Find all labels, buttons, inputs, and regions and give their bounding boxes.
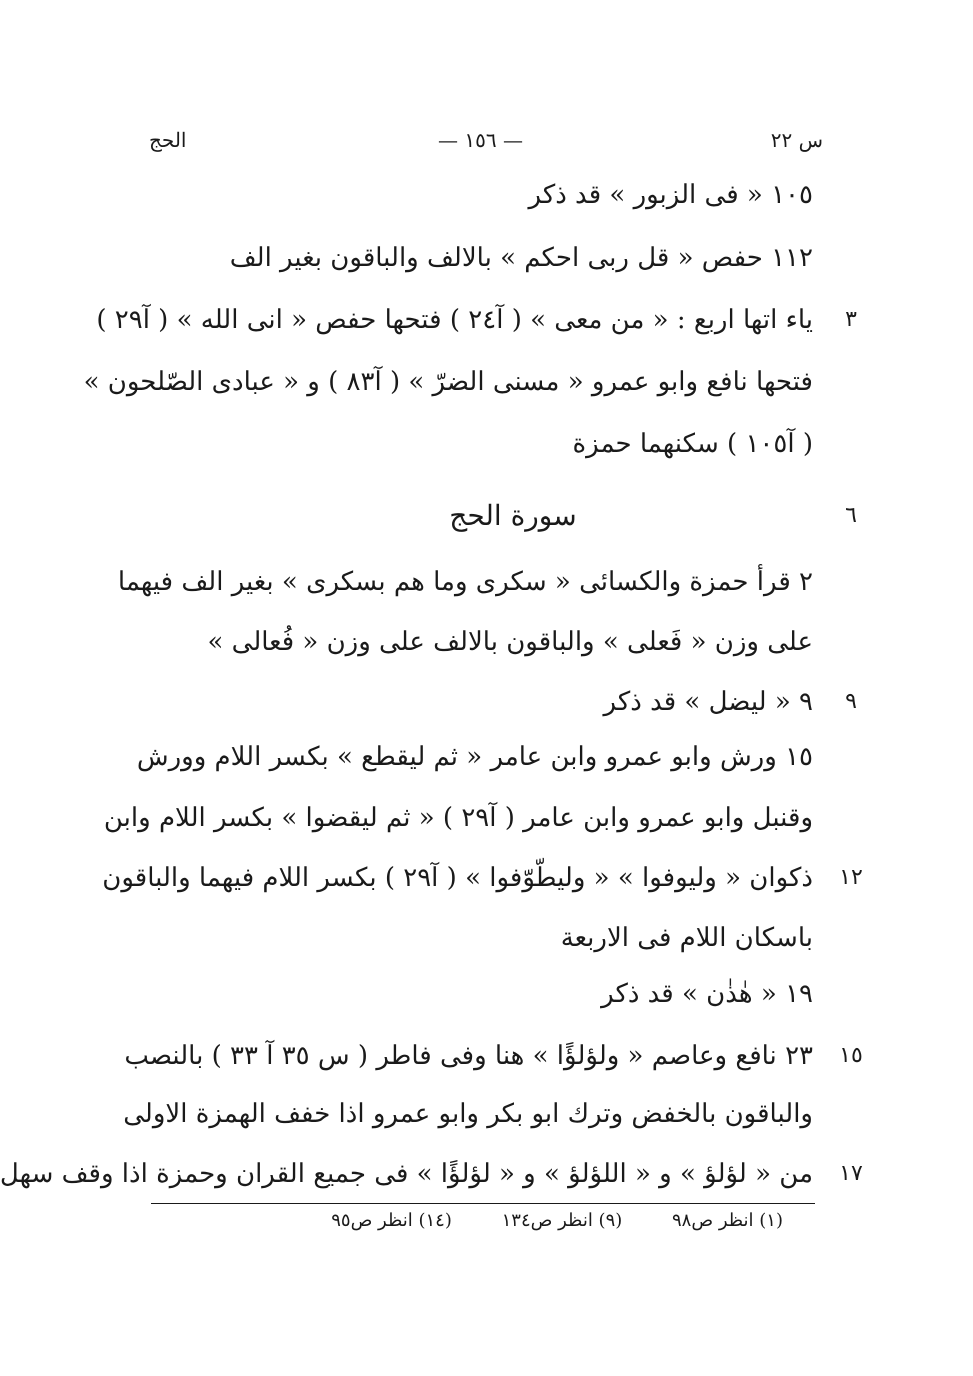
text-line-8: ٩ « ليضل » قد ذكر bbox=[603, 687, 813, 717]
surah-title: سورة الحج bbox=[449, 499, 577, 532]
header-page-ref: س ٢٢ bbox=[770, 128, 823, 152]
footnote-14: (١٤) انظر ص٩٥ bbox=[331, 1210, 452, 1231]
footnote-9: (٩) انظر ص١٣٤ bbox=[501, 1210, 623, 1231]
margin-number-12: ١٢ bbox=[839, 865, 863, 890]
text-line-6: ٢ قرأ حمزة والكسائى « سكرى وما هم بسكرى » بغير الف فيهما bbox=[117, 567, 813, 597]
header-chapter-name: الحج bbox=[149, 128, 187, 152]
margin-number-3: ٣ bbox=[845, 307, 857, 332]
text-line-16: من « لؤلؤ » و « اللؤلؤ » و « لؤلؤًا » فى جميع القران وحمزة اذا وقف سهل bbox=[0, 1159, 813, 1189]
text-line-14: ٢٣ نافع وعاصم « ولؤلؤًا » هنا وفى فاطر ( س ٣٥ آ ٣٣ ) بالنصب bbox=[124, 1041, 813, 1071]
text-line-3: ياء اتها اربع : « من معى » ( آ٢٤ ) فتحها حفص « انى الله » ( آ٢٩ ) bbox=[96, 305, 813, 335]
text-line-4: فتحها نافع وابو عمرو « مسنى الضرّ » ( آ٨٣ ) و « عبادى الصّلحون » bbox=[83, 367, 813, 397]
footnote-divider bbox=[151, 1203, 815, 1204]
text-line-9: ١٥ ورش وابو عمرو وابن عامر « ثم ليقطع » بكسر اللام وورش bbox=[136, 742, 813, 772]
text-line-15: والباقون بالخفض وترك ابو بكر وابو عمرو اذا خفف الهمزة الاولى bbox=[123, 1099, 813, 1129]
text-line-2: ١١٢ حفص « قل ربى احكم » بالالف والباقون بغير الف bbox=[229, 243, 813, 273]
text-line-13: ١٩ « هٰذٰن » قد ذكر bbox=[601, 979, 813, 1009]
header-page-number: — ١٥٦ — bbox=[438, 128, 523, 152]
text-line-10: وقنبل وابو عمرو وابن عامر ( آ٢٩ ) « ثم ليقضوا » بكسر اللام وابن bbox=[103, 803, 813, 833]
text-line-11: ذكوان « وليوفوا » « وليطّوّفوا » ( آ٢٩ ) بكسر اللام فيهما والباقون bbox=[102, 863, 813, 893]
margin-number-17: ١٧ bbox=[839, 1161, 863, 1186]
footnote-1: (١) انظر ص٩٨ bbox=[672, 1210, 783, 1231]
text-line-5: ( آ١٠٥ ) سكنهما حمزة bbox=[572, 429, 813, 459]
footnotes bbox=[287, 1210, 783, 1231]
text-line-7: على وزن « فَعلى » والباقون بالالف على وزن « فُعالى » bbox=[207, 627, 813, 657]
margin-number-15: ١٥ bbox=[839, 1043, 863, 1068]
text-line-1: ١٠٥ « فى الزبور » قد ذكر bbox=[528, 180, 813, 210]
margin-number-9: ٩ bbox=[845, 689, 857, 714]
margin-number-6: ٦ bbox=[845, 503, 857, 528]
text-line-12: باسكان اللام فى الاربعة bbox=[560, 923, 813, 953]
